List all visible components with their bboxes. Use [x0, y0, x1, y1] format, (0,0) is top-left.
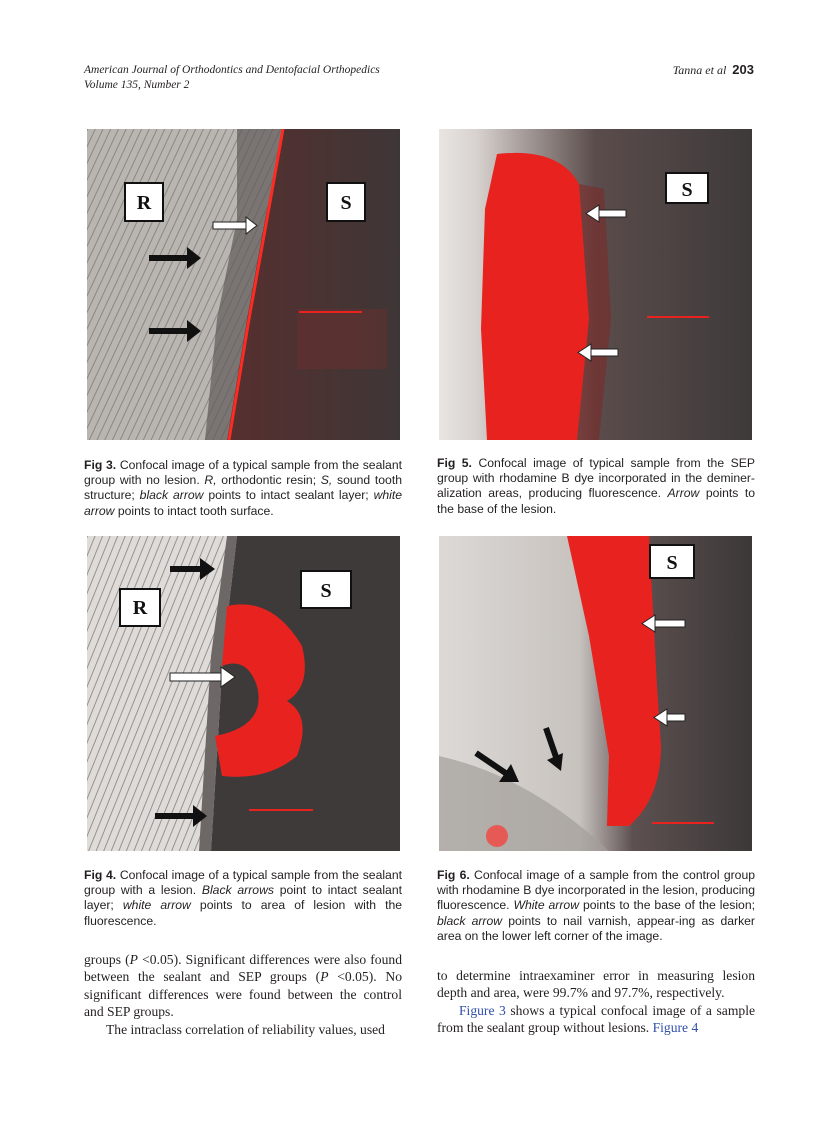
figure-5-caption	[437, 456, 755, 517]
caption-text: Arrow	[667, 486, 700, 501]
caption-label: Fig 5.	[437, 456, 472, 470]
body-text-right	[437, 967, 755, 1037]
label-r: R	[136, 192, 152, 214]
page-number: 203	[732, 62, 754, 77]
header-right	[673, 62, 754, 78]
caption-text: white arrow	[84, 488, 403, 518]
running-header	[84, 63, 380, 93]
body-text-left	[84, 951, 402, 1038]
caption-text: orthodontic resin;	[216, 473, 321, 488]
figure-4-caption	[84, 868, 402, 929]
caption-text: Confocal image of a sample from the control group with rhodamine B dye incorporated in the lesion, producing fluorescence.	[437, 868, 756, 913]
caption-text: points to the base of the lesion;	[579, 898, 755, 913]
figure-6-image	[439, 536, 752, 851]
caption-text: white arrow	[122, 898, 191, 913]
caption-text: points to intact tooth surface.	[114, 503, 274, 518]
caption-text: White arrow	[513, 898, 580, 913]
caption-text: Confocal image of typical sample from the SEP group with rhodamine B dye incorporated in the deminer-alization areas, producing fluorescence.	[437, 456, 755, 501]
label-s: S	[681, 179, 693, 201]
paragraph	[84, 951, 402, 1021]
label-s: S	[340, 192, 352, 214]
paragraph: to determine intraexaminer error in measuring lesion depth and area, were 99.7% and 97.7%, respectively.	[437, 968, 755, 1001]
text: <0.05). No significant differences were found between the control and SEP groups.	[84, 969, 403, 1020]
paragraph	[437, 1002, 755, 1037]
caption-text: Black arrows	[201, 883, 274, 898]
caption-text: points to area of lesion with the fluorescence.	[84, 898, 403, 928]
caption-text: points to the base of the lesion.	[437, 486, 755, 516]
text: groups (	[84, 952, 130, 967]
caption-text: sound tooth structure;	[84, 473, 402, 503]
figure-5-image	[439, 129, 752, 440]
caption-label: Fig 6.	[437, 868, 470, 882]
header-authors: Tanna et al	[672, 63, 727, 77]
figure-3-image	[87, 129, 400, 440]
paragraph: The intraclass correlation of reliability values, used	[106, 1021, 385, 1037]
text: P	[129, 952, 138, 967]
caption-text: points to nail varnish, appear-ing as darker area on the lower left corner of the image.	[437, 913, 755, 943]
figure-4-image	[87, 536, 400, 851]
figure-3-caption	[84, 458, 402, 519]
label-s: S	[320, 580, 332, 602]
caption-text: Confocal image of a typical sample from the sealant group with no lesion.	[84, 458, 403, 488]
caption-label: Fig 3.	[84, 458, 117, 472]
caption-text: points to intact sealant layer;	[203, 488, 374, 503]
caption-text: black arrow	[437, 913, 503, 928]
figure-4-link[interactable]: Figure 4	[652, 1020, 699, 1036]
journal-title: American Journal of Orthodontics and Dentofacial Orthopedics	[84, 64, 380, 76]
caption-text: R,	[204, 473, 217, 488]
figure-6-caption	[437, 868, 755, 944]
text: <0.05). Significant differences were also found between the sealant and SEP groups (	[84, 952, 402, 985]
text: P	[320, 969, 329, 985]
figure-3-link[interactable]: Figure 3	[459, 1002, 506, 1018]
caption-text: S,	[320, 473, 333, 488]
label-r: R	[132, 597, 148, 619]
text: shows a typical confocal image of a sample from the sealant group without lesions.	[437, 1002, 755, 1036]
label-s: S	[666, 552, 678, 574]
caption-label: Fig 4.	[84, 868, 117, 882]
caption-text: Confocal image of a typical sample from the sealant group with a lesion.	[84, 868, 403, 898]
caption-text: point to intact sealant layer;	[84, 883, 402, 913]
caption-text: black arrow	[139, 488, 204, 503]
journal-volume: Volume 135, Number 2	[84, 79, 190, 91]
